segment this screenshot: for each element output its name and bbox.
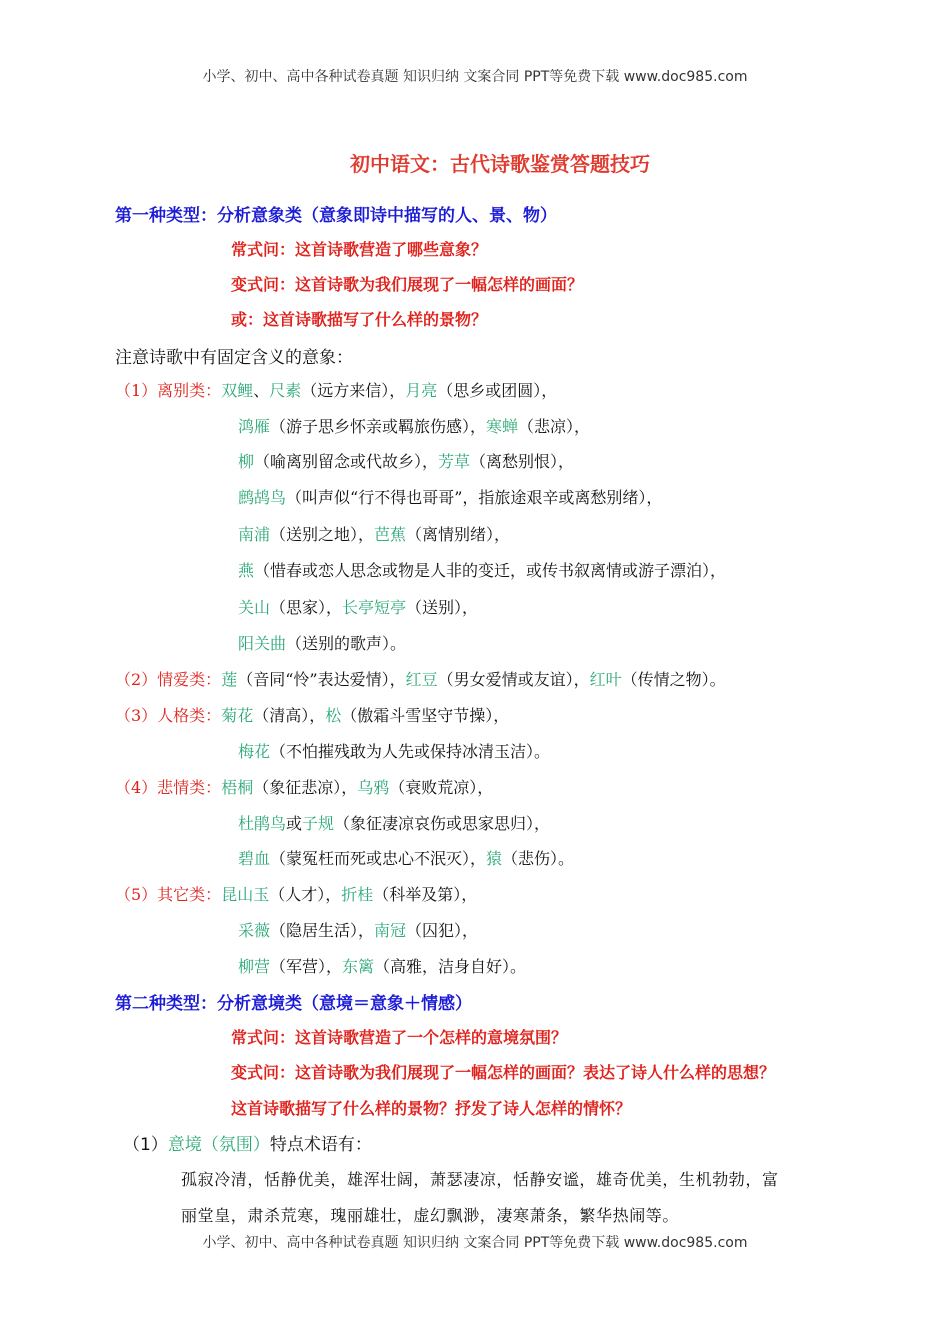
sub-rest: 特点术语有： [269, 1135, 372, 1155]
imagery-term: 鸿雁 [238, 417, 271, 436]
imagery-term: 折桂 [341, 885, 374, 904]
category-5-row [238, 918, 478, 941]
imagery-meaning: （悲凉）， [518, 417, 591, 436]
imagery-term: 东篱 [342, 957, 375, 976]
sub-number: （1） [123, 1135, 168, 1155]
imagery-meaning: （象征悲凉）， [253, 778, 358, 797]
sub-keyword: 意境（氛围） [167, 1135, 270, 1155]
category-4-row [115, 775, 493, 798]
imagery-meaning: （离情别绪）， [406, 525, 511, 544]
imagery-term: 鹧鸪鸟 [238, 488, 287, 507]
imagery-meaning: （送别的歌声）。 [286, 634, 407, 653]
imagery-term: 采薇 [238, 921, 271, 940]
imagery-meaning: （惜春或恋人思念或物是人非的变迁，或传书叙离情或游子漂泊）， [254, 561, 727, 580]
category-1-label: （1）离别类： [115, 381, 222, 400]
imagery-term: 梧桐 [221, 778, 254, 797]
imagery-meaning: （游子思乡怀亲或羁旅伤感）， [270, 417, 487, 436]
imagery-term: 阳关曲 [238, 634, 287, 653]
type1-heading: 第一种类型：分析意象类（意象即诗中描写的人、景、物） [115, 206, 557, 226]
imagery-meaning: （囚犯）， [406, 921, 479, 940]
imagery-term: 关山 [238, 598, 271, 617]
imagery-term: 昆山玉 [221, 885, 270, 904]
imagery-term: 红豆 [405, 670, 438, 689]
imagery-meaning: （隐居生活）， [270, 921, 375, 940]
category-5-row [238, 954, 526, 977]
category-1-row [238, 414, 590, 437]
imagery-meaning: （离愁别恨）， [470, 452, 575, 471]
category-3-row [238, 739, 550, 762]
imagery-meaning: （喻离别留念或代故乡）， [254, 452, 439, 471]
imagery-meaning: （傲霜斗雪坚守节操）， [341, 706, 510, 725]
category-5-label: （5）其它类： [115, 885, 222, 904]
imagery-term: 长亭短亭 [342, 598, 407, 617]
imagery-meaning: （衰败荒凉）， [389, 778, 494, 797]
separator: 或 [286, 814, 303, 833]
page-title: 初中语文：古代诗歌鉴赏答题技巧 [350, 152, 650, 176]
category-4-row [238, 811, 550, 834]
category-1-row [238, 631, 406, 654]
imagery-term: 梅花 [238, 742, 271, 761]
note-fixed-imagery: 注意诗歌中有固定含义的意象： [115, 348, 353, 368]
imagery-term: 碧血 [238, 849, 271, 868]
imagery-term: 寒蝉 [486, 417, 519, 436]
imagery-meaning: （蒙冤枉而死或忠心不泯灭）， [270, 849, 487, 868]
category-1-row [238, 485, 662, 508]
imagery-term: 南冠 [374, 921, 407, 940]
imagery-term: 南浦 [238, 525, 271, 544]
category-3-label: （3）人格类： [115, 706, 222, 725]
type1-question-2: 变式问：这首诗歌为我们展现了一幅怎样的画面？ [231, 275, 584, 294]
imagery-meaning: （清高）， [253, 706, 326, 725]
category-1-row [238, 522, 510, 545]
type2-question-1: 常式问：这首诗歌营造了一个怎样的意境氛围？ [231, 1028, 568, 1047]
terms-line-2: 丽堂皇，肃杀荒寒，瑰丽雄壮，虚幻飘渺，凄寒萧条，繁华热闹等。 [181, 1206, 680, 1225]
imagery-meaning: （思乡或团圆）， [437, 381, 558, 400]
imagery-term: 莲 [221, 670, 238, 689]
category-4-label: （4）悲情类： [115, 778, 222, 797]
category-1-row [238, 449, 574, 472]
terms-line-1: 孤寂冷清，恬静优美，雄浑壮阔，萧瑟凄凉，恬静安谧，雄奇优美，生机勃勃，富 [181, 1170, 779, 1189]
page-footer: 小学、初中、高中各种试卷真题 知识归纳 文案合同 PPT等免费下载 www.doc985.com [202, 1235, 748, 1251]
separator: 、 [253, 381, 270, 400]
type1-question-1: 常式问：这首诗歌营造了哪些意象？ [231, 240, 488, 259]
imagery-meaning: （音同“怜”表达爱情）， [237, 670, 406, 689]
category-2-label: （2）情爱类： [115, 670, 222, 689]
imagery-term: 柳营 [238, 957, 271, 976]
imagery-meaning: （传情之物）。 [621, 670, 726, 689]
imagery-term: 芭蕉 [374, 525, 407, 544]
category-1-row [115, 378, 557, 401]
category-2-row [115, 667, 726, 690]
type2-subheading [123, 1130, 372, 1155]
imagery-meaning: （男女爱情或友谊）， [437, 670, 590, 689]
imagery-meaning: （象征凄凉哀伤或思家思归）， [334, 814, 551, 833]
type2-question-3: 这首诗歌描写了什么样的景物？抒发了诗人怎样的情怀？ [231, 1099, 632, 1118]
imagery-meaning: （悲伤）。 [502, 849, 575, 868]
type2-question-2: 变式问：这首诗歌为我们展现了一幅怎样的画面？表达了诗人什么样的思想？ [231, 1063, 776, 1082]
category-5-row [115, 882, 477, 905]
imagery-term: 双鲤 [221, 381, 254, 400]
type2-heading: 第二种类型：分析意境类（意境＝意象＋情感） [115, 994, 472, 1014]
type1-question-3: 或：这首诗歌描写了什么样的景物？ [231, 310, 488, 329]
category-1-row [238, 595, 478, 618]
imagery-meaning: （科举及第）， [373, 885, 478, 904]
imagery-term: 子规 [302, 814, 335, 833]
imagery-meaning: （送别之地）， [270, 525, 375, 544]
imagery-term: 菊花 [221, 706, 254, 725]
category-3-row [115, 703, 509, 726]
imagery-meaning: （人才）， [269, 885, 342, 904]
imagery-term: 月亮 [405, 381, 438, 400]
imagery-meaning: （高雅，洁身自好）。 [374, 957, 527, 976]
imagery-term: 红叶 [589, 670, 622, 689]
imagery-meaning: （叫声似“行不得也哥哥”，指旅途艰辛或离愁别绪）， [286, 488, 663, 507]
imagery-term: 猿 [486, 849, 503, 868]
imagery-term: 松 [325, 706, 342, 725]
imagery-term: 杜鹃鸟 [238, 814, 287, 833]
imagery-meaning: （军营）， [270, 957, 343, 976]
imagery-meaning: （远方来信）， [301, 381, 406, 400]
category-4-row [238, 846, 574, 869]
imagery-meaning: （送别）， [406, 598, 479, 617]
category-1-row [238, 558, 726, 581]
imagery-term: 燕 [238, 561, 255, 580]
imagery-term: 乌鸦 [357, 778, 390, 797]
imagery-term: 芳草 [438, 452, 471, 471]
imagery-meaning: （思家）， [270, 598, 343, 617]
imagery-term: 尺素 [269, 381, 302, 400]
imagery-term: 柳 [238, 452, 255, 471]
imagery-meaning: （不怕摧残敢为人先或保持冰清玉洁）。 [270, 742, 551, 761]
page-header: 小学、初中、高中各种试卷真题 知识归纳 文案合同 PPT等免费下载 www.doc985.com [202, 69, 748, 85]
